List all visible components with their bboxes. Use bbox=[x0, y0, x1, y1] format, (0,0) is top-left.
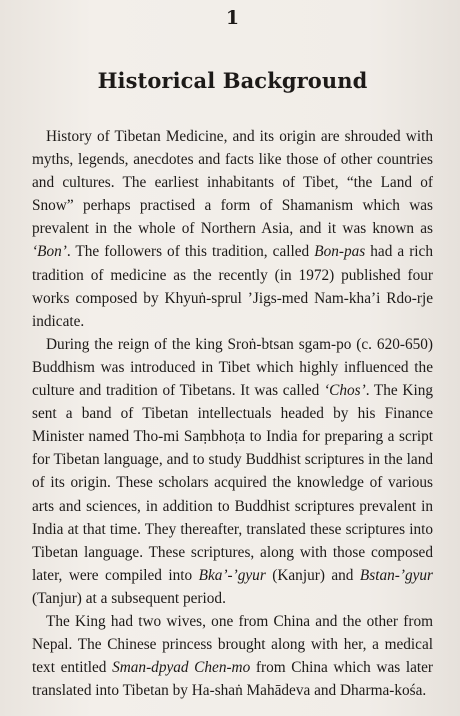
italic-term: Bstan-’gyur bbox=[359, 566, 433, 584]
paragraph bbox=[32, 125, 433, 333]
italic-term: Bon-pas bbox=[314, 243, 366, 261]
italic-term: ‘Bon’ bbox=[32, 243, 67, 261]
text-run: had a rich tradition of medicine as the recently (in 1972) published four works composed by Khyuṅ-sprul ’Jigs-med Nam-kha’i Rdo-rje indicate. bbox=[32, 243, 433, 330]
chapter-number: 1 bbox=[225, 7, 240, 29]
text-run: (Tanjur) at a subsequent period. bbox=[32, 589, 226, 607]
paragraph bbox=[32, 333, 433, 610]
body-text bbox=[32, 125, 433, 702]
text-run: . The followers of this tradition, called bbox=[66, 243, 315, 261]
chapter-title: Historical Background bbox=[97, 68, 368, 93]
italic-term: Bka’-’gyur bbox=[198, 566, 266, 584]
text-run: from China which was later translated into Tibetan by Ha-shaṅ Mahādeva and Dharma-kośa. bbox=[32, 659, 434, 700]
paragraph bbox=[32, 610, 433, 702]
italic-term: Sman-dpyad Chen-mo bbox=[112, 659, 251, 677]
text-run: History of Tibetan Medicine, and its origin are shrouded with myths, legends, anecdotes and facts like those of other countries and cultures. The earliest inhabitants of Tibet, “the Land of Snow” perhaps practised a form of Shamanism which was prevalent in the whole of Northern Asia, and it was known as bbox=[32, 128, 433, 238]
text-run: During the reign of the king Sroṅ-btsan sgam-po (c. 620-650) Buddhism was introduced in Tibet which highly influenced the culture and tradition of Tibetans. It was called bbox=[32, 335, 433, 400]
text-run: . The King sent a band of Tibetan intellectuals headed by his Finance Minister named Tho-mi Saṃbhoṭa to India for preparing a script for Tibetan language, and to study Buddhist scriptures in the land of its origin. These scholars acquired the knowledge of various arts and sciences, in addition to Buddhist scriptures prevalent in India at that time. They thereafter, translated these scriptures into Tibetan language. These scriptures, along with those composed later, were compiled into bbox=[32, 382, 434, 584]
text-run: The King had two wives, one from China and the other from Nepal. The Chinese princess brought along with her, a medical text entitled bbox=[32, 612, 433, 677]
text-run: (Kanjur) and bbox=[265, 566, 360, 584]
italic-term: ‘Chos’ bbox=[324, 382, 366, 400]
